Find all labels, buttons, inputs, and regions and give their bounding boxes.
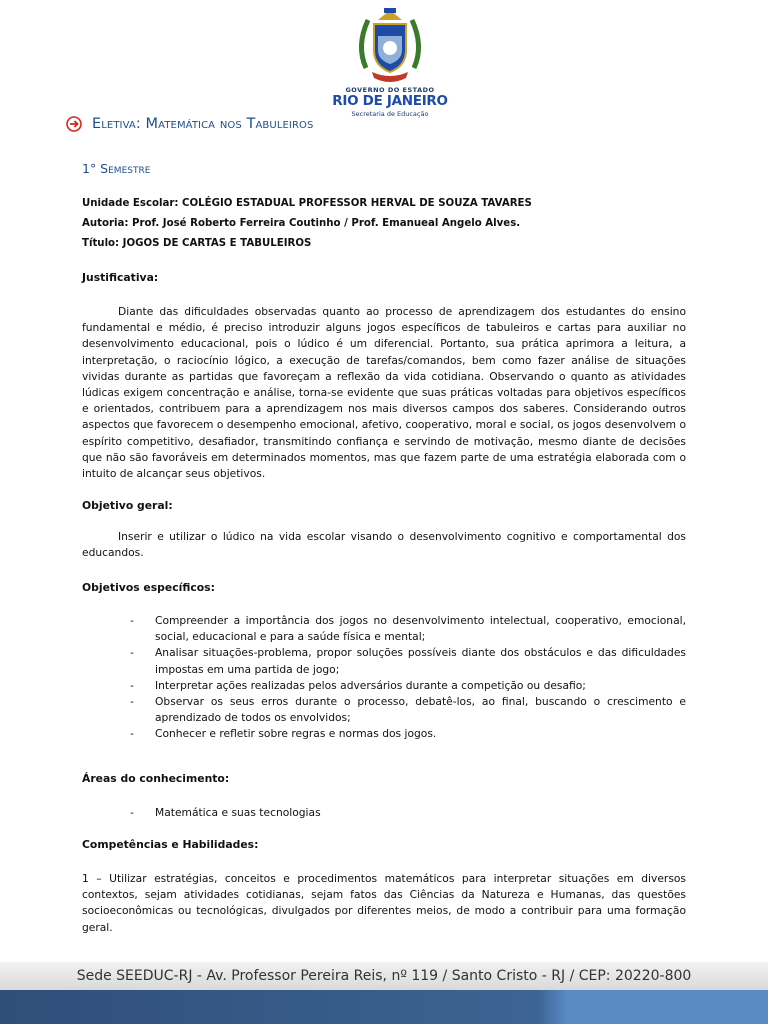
unidade-escolar: Unidade Escolar: COLÉGIO ESTADUAL PROFESSOR HERVAL DE SOUZA TAVARES — [82, 198, 532, 209]
objetivos-especificos-section — [82, 580, 686, 743]
state-logo — [320, 6, 460, 118]
list-item: - Compreender a importância dos jogos no desenvolvimento intelectual, cooperativo, emocional, social, educacional e para a saúde física e mental; — [130, 614, 686, 644]
footer-bar — [0, 990, 768, 1024]
logo-government-text: GOVERNO DO ESTADO — [345, 86, 435, 94]
justificativa-section — [82, 270, 686, 482]
competencias-section — [82, 837, 686, 936]
autoria: Autoria: Prof. José Roberto Ferreira Coutinho / Prof. Emanueal Angelo Alves. — [82, 218, 521, 229]
areas-list — [82, 805, 686, 821]
objetivos-list — [82, 613, 686, 743]
document-meta — [82, 194, 686, 254]
list-item: - Conhecer e refletir sobre regras e normas dos jogos. — [130, 727, 437, 741]
competencias-heading: Competências e Habilidades: — [82, 838, 259, 851]
objetivo-geral-section — [82, 498, 686, 561]
logo-state-name: RIO DE JANEIRO — [332, 93, 448, 109]
eletiva-heading — [66, 114, 313, 134]
eletiva-title: Eletiva: Matemática nos Tabuleiros — [92, 116, 314, 132]
objetivo-geral-text: Inserir e utilizar o lúdico na vida escolar visando o desenvolvimento cognitivo e comportamental dos educandos. — [82, 530, 686, 560]
objetivos-especificos-heading: Objetivos específicos: — [82, 581, 215, 594]
areas-section — [82, 771, 686, 821]
titulo: Título: JOGOS DE CARTAS E TABULEIROS — [82, 238, 312, 249]
list-item: - Matemática e suas tecnologias — [130, 806, 321, 819]
footer-address: Sede SEEDUC-RJ - Av. Professor Pereira Reis, nº 119 / Santo Cristo - RJ / CEP: 20220-800 — [76, 968, 692, 984]
justificativa-text: Diante das dificuldades observadas quanto ao processo de aprendizagem dos estudantes do ensino fundamental e médio, é preciso introduzir alguns jogos específicos de tabuleiros e cartas para auxiliar no desenvolvimento educacional, pois o lúdico é um diferencial. Portanto, sua prática aprimora a leitura, a interpretação, o raciocínio lógico, a execução de tarefas/comandos, bem como fazer análise de situações vividas durante as partidas que favoreçam a reflexão da vida cotidiana. Observando o quanto as atividades lúdicas exigem concentração e análise, torna-se evidente que suas práticas voltadas para objetivos específicos e orientados, contribuem para a aprendizagem nos mais diversos campos dos saberes. Considerando outros aspectos que favorecem o desempenho emocional, afetivo, cooperativo, moral e social, os jogos desenvolvem o espírito competitivo, desafiador, transmitindo confiança e servindo de motivação, mesmo diante de decisões que não são favoráveis em determinados momentos, mas que fazem parte de uma estratégia elaborada com o intuito de alcançar seus objetivos. — [82, 305, 686, 481]
list-item: - Observar os seus erros durante o processo, debatê-los, ao final, buscando o crescimento e aprendizado de todos os envolvidos; — [130, 695, 686, 725]
arrow-right-circle-icon — [66, 116, 82, 132]
list-item: - Interpretar ações realizadas pelos adversários durante a competição ou desafio; — [130, 678, 586, 692]
areas-heading: Áreas do conhecimento: — [82, 772, 230, 785]
coat-of-arms-icon — [320, 6, 460, 88]
list-item: - Analisar situações-problema, propor soluções possíveis diante dos obstáculos e das dificuldades impostas em uma partida de jogo; — [130, 646, 686, 676]
competencias-text: 1 – Utilizar estratégias, conceitos e procedimentos matemáticos para interpretar situações em diversos contextos, sejam atividades cotidianas, sejam fatos das Ciências da Natureza e Humanas, das questões socioeconômicas ou tecnológicas, divulgados por diferentes meios, de modo a contribuir para uma formação geral. — [82, 872, 686, 934]
logo-secretaria-text: Secretaria de Educação — [351, 110, 429, 118]
semester-label: 1° Semestre — [82, 161, 151, 176]
objetivo-geral-heading: Objetivo geral: — [82, 499, 173, 512]
justificativa-heading: Justificativa: — [82, 271, 159, 284]
